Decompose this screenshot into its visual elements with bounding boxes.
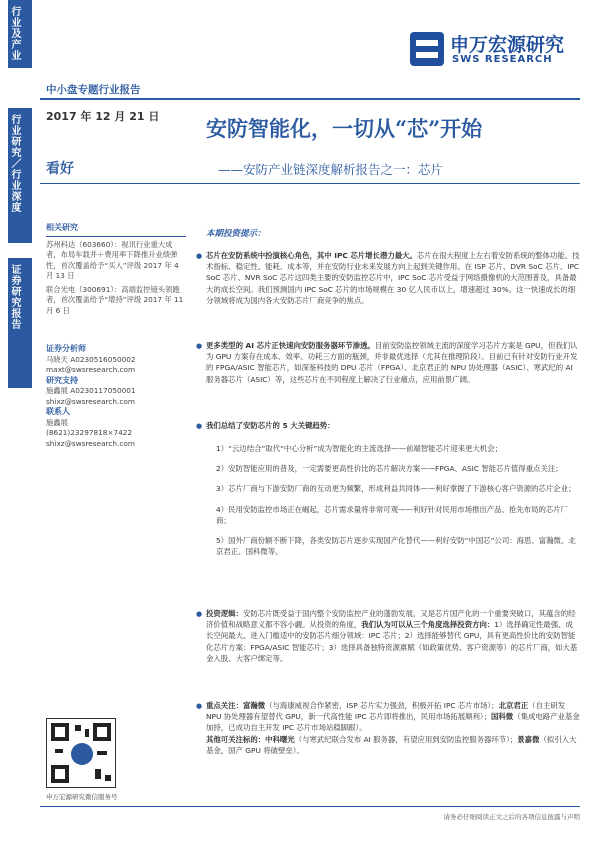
support-name: 施鑫展 A0230117050001 [46, 386, 136, 395]
analysts-header: 证券分析师 [46, 344, 86, 353]
footer-disclaimer: 请务必仔细阅读正文之后的各项信息披露与声明 [443, 813, 580, 821]
bullet-icon: ● [196, 702, 203, 710]
report-type: 中小盘专题行业报告 [46, 84, 141, 96]
analyst-email: maxt@swsresearch.com [46, 365, 136, 374]
related-item: 联合光电（300691）：高端监控镜头领跑者，首次覆盖给予“增持”评级 2017 年 11 月 6 日 [46, 284, 184, 315]
bullet-icon: ● [196, 610, 203, 618]
trends-list [216, 443, 580, 566]
support-email: shixz@swsresearch.com [46, 396, 135, 406]
list-item: 2）安防智能应用的普及，一定需要更高性价比的芯片解决方案——FPGA、ASIC 智能芯片值得重点关注； [216, 464, 563, 474]
support-header: 研究支持 [46, 375, 78, 385]
bullet-icon: ● [196, 252, 203, 260]
list-item: 5）国外厂商份额不断下降，各类安防芯片逐步实现国产化替代——利好安防“中国芯”公司：海思、富瀚微、北京君正、国科微等。 [216, 536, 576, 557]
investment-heading: 本期投资提示： [206, 229, 266, 239]
analysts-section [46, 344, 186, 449]
page-title: 安防智能化，一切从“芯”开始 [206, 116, 483, 141]
logo-cn-text: 申万宏源研究 [450, 34, 565, 56]
sidebar-tab-research: 行业研究／行业深度 [8, 108, 32, 243]
analyst-name: 马晓天 A0230516050002 [46, 354, 136, 364]
list-item: 4）民用安防监控市场正在崛起，芯片需求量将非常可观——利好针对民用市场推出产品、抢先布局的芯片厂商； [216, 504, 569, 525]
report-date: 2017 年 12 月 21 日 [46, 110, 160, 123]
contact-header: 联系人 [46, 407, 70, 416]
sws-logo [410, 28, 570, 72]
paragraph-ipc: 芯片在安防系统中扮演核心角色，其中 IPC 芯片增长潜力最大。芯片在很大程度上左右着安防系统的整体功能、技术指标、稳定性、能耗、成本等，并在安防行业未来发展方向上起到关键作用。在 ISP 芯片、DVR SoC 芯片、IPC SoC 芯片、NVR SoC 芯片这四类主要的安防监控芯片中，IPC SoC 芯片受益于网络摄像机的大范围普及，具备最大的成长空间。我们预测国内 IPC SoC 芯片的市场规模在 30 亿人民币以上，增速超过 30%。这一快速成长的细分领域将成为国内各大安防芯片厂商竞争的焦点。 [206, 251, 580, 305]
sidebar-tab-industry: 行业及产业 [8, 0, 32, 68]
list-item: 3）芯片厂商与下游安防厂商的互动更为频繁，形成利益共同体——利好掌握了下游核心客户资源的芯片企业； [216, 484, 576, 494]
qr-caption: 申万宏源研究微信服务号 [46, 793, 118, 801]
sidebar-tab-securities: 证券研究报告 [8, 258, 32, 388]
footer-divider [40, 806, 580, 807]
paragraph-trends-heading: 我们总结了安防芯片的 5 大关键趋势： [206, 421, 335, 430]
bullet-icon: ● [196, 422, 203, 430]
contact-phone: (8621)23297818×7422 [46, 428, 133, 437]
contact-name: 施鑫展 [46, 417, 68, 427]
paragraph-logic: 投资逻辑：安防芯片既受益于国内整个安防监控产业的蓬勃发展，又是芯片国产化的一个重要突破口，其蕴含的经济价值和战略意义都不容小觑。从投资的角度，我们认为可以从三个角度选择投资方向：1）选择确定性最强、成长空间最大、进入门槛适中的安防芯片细分领域：IPC 芯片；2）选择能够替代 GPU，具有更高性价比的安防智能化芯片方案：FPGA/ASIC 智能芯片；3）选择具备独特资源禀赋（如政策优势、客户资源等）的芯片厂商，如大基金入股、大客户绑定等。 [206, 609, 578, 663]
list-item: 1）“云边结合”取代“中心分析”成为智能化的主流选择——前端智能芯片迎来更大机会； [216, 444, 503, 453]
paragraph-ai-chip: 更多类型的 AI 芯片正快速向安防服务器环节渗透。目前安防监控领域主流的深度学习芯片方案是 GPU，但我们认为 GPU 方案存在成本、效率、功耗三方面的瓶颈，并非最优选择（尤其在推理阶段）。目前已有针对安防行业开发的 FPGA/ASIC 智能芯片，如深鉴科技的 DPU 芯片（FPGA）、北京君正的 NPU 协处理器（ASIC）、寒武纪的 AI 服务器芯片（ASIC）等，这些芯片在不同程度上解决了行业痛点，应用前景广阔。 [206, 341, 578, 384]
page-subtitle: ——安防产业链深度解析报告之一：芯片 [218, 162, 444, 177]
bullet-icon: ● [196, 342, 203, 350]
paragraph-focus: 重点关注：富瀚微（与海康威视合作紧密，ISP 芯片实力强劲，积极开拓 IPC 芯片市场）；北京君正（自主研发 NPU 协处理器有望替代 GPU，新一代高性能 IPC 芯片即将推出，民用市场拓展顺利）；国科微（集成电路产业基金加持，已成功自主开发 IPC 芯片市场站稳脚跟）。 其他可关注标的：中科曙光（与寒武纪联合发布 AI 服务器，有望应用到安防监控服务器环节）；景嘉微（拟引入大基金，国产 GPU 将破壁垒）。 [206, 701, 580, 755]
top-divider [40, 98, 580, 100]
related-research [46, 223, 186, 316]
logo-mark-icon [410, 32, 444, 66]
related-header: 相关研究 [46, 223, 78, 232]
logo-en-text: SWS RESEARCH [452, 54, 553, 65]
rating: 看好 [46, 161, 74, 177]
title-divider [40, 183, 580, 184]
related-item: 苏州科达（603660）：视讯行业重大成者，布局车载并＋费用率下降推升业绩弹性，首次覆盖给予“买入”评级 2017 年 4 月 13 日 [46, 239, 179, 280]
contact-email: shixz@swsresearch.com [46, 438, 135, 448]
qr-code-icon [46, 718, 116, 788]
related-rule [46, 236, 186, 237]
